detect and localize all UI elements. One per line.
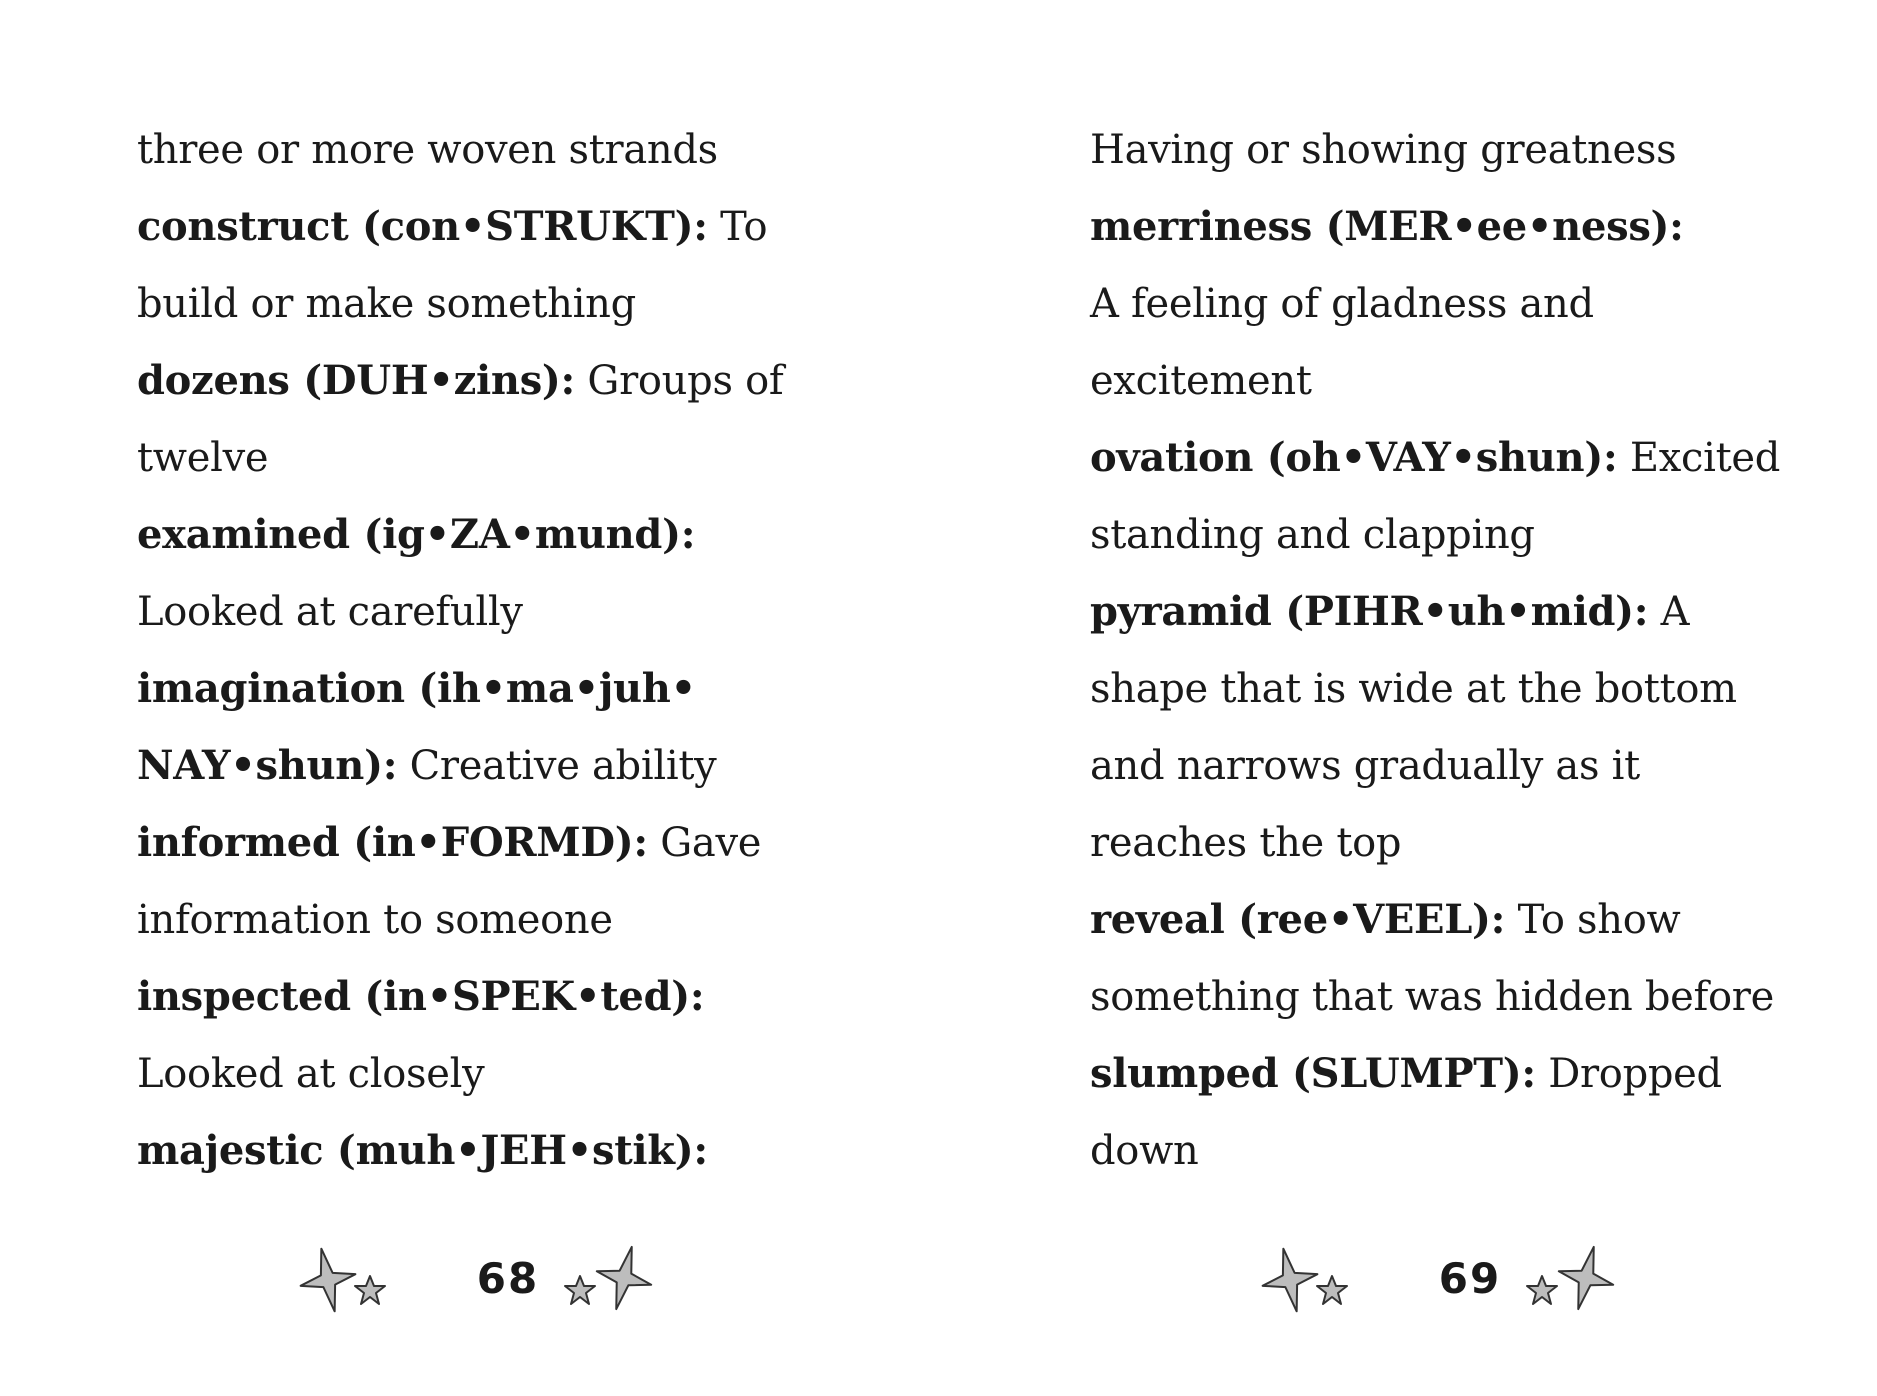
sparkle-star-icon [1520, 1240, 1630, 1320]
page-number: 69 [1438, 1254, 1502, 1303]
glossary-line: reaches the top [1090, 820, 1402, 866]
glossary-line: something that was hidden before [1090, 974, 1774, 1020]
glossary-line: ovation (oh•VAY•shun): Excited [1090, 434, 1781, 481]
glossary-text-left [137, 111, 857, 1189]
glossary-line: NAY•shun): Creative ability [137, 742, 717, 789]
sparkle-star-icon [1260, 1240, 1370, 1320]
sparkle-star-icon [558, 1240, 668, 1320]
glossary-line: build or make something [137, 281, 636, 327]
left-page [0, 0, 938, 1396]
page-number: 68 [476, 1254, 540, 1303]
glossary-line: information to someone [137, 897, 613, 943]
glossary-line: dozens (DUH•zins): Groups of [137, 357, 784, 404]
glossary-line: down [1090, 1128, 1199, 1174]
glossary-line: examined (ig•ZA•mund): [137, 511, 696, 558]
sparkle-star-icon [298, 1240, 408, 1320]
glossary-line: Looked at carefully [137, 589, 523, 635]
glossary-line: Having or showing greatness [1090, 127, 1677, 173]
glossary-line: and narrows gradually as it [1090, 743, 1640, 789]
glossary-line: A feeling of gladness and [1090, 281, 1594, 327]
glossary-line: standing and clapping [1090, 512, 1535, 558]
glossary-line: construct (con•STRUKT): To [137, 203, 768, 250]
glossary-line: inspected (in•SPEK•ted): [137, 973, 705, 1020]
glossary-line: shape that is wide at the bottom [1090, 666, 1737, 712]
page-footer-right [1260, 1240, 1680, 1320]
glossary-line: merriness (MER•ee•ness): [1090, 203, 1684, 250]
right-page [938, 0, 1876, 1396]
glossary-line: twelve [137, 435, 269, 481]
glossary-line: slumped (SLUMPT): Dropped [1090, 1050, 1722, 1097]
glossary-text-right [1090, 111, 1810, 1189]
glossary-line: informed (in•FORMD): Gave [137, 819, 762, 866]
glossary-line: imagination (ih•ma•juh• [137, 665, 696, 712]
glossary-line: majestic (muh•JEH•stik): [137, 1127, 708, 1174]
page-footer-left [298, 1240, 718, 1320]
glossary-line: excitement [1090, 358, 1312, 404]
glossary-line: Looked at closely [137, 1051, 485, 1097]
glossary-line: pyramid (PIHR•uh•mid): A [1090, 588, 1690, 635]
glossary-line: reveal (ree•VEEL): To show [1090, 896, 1681, 943]
glossary-line: three or more woven strands [137, 127, 718, 173]
